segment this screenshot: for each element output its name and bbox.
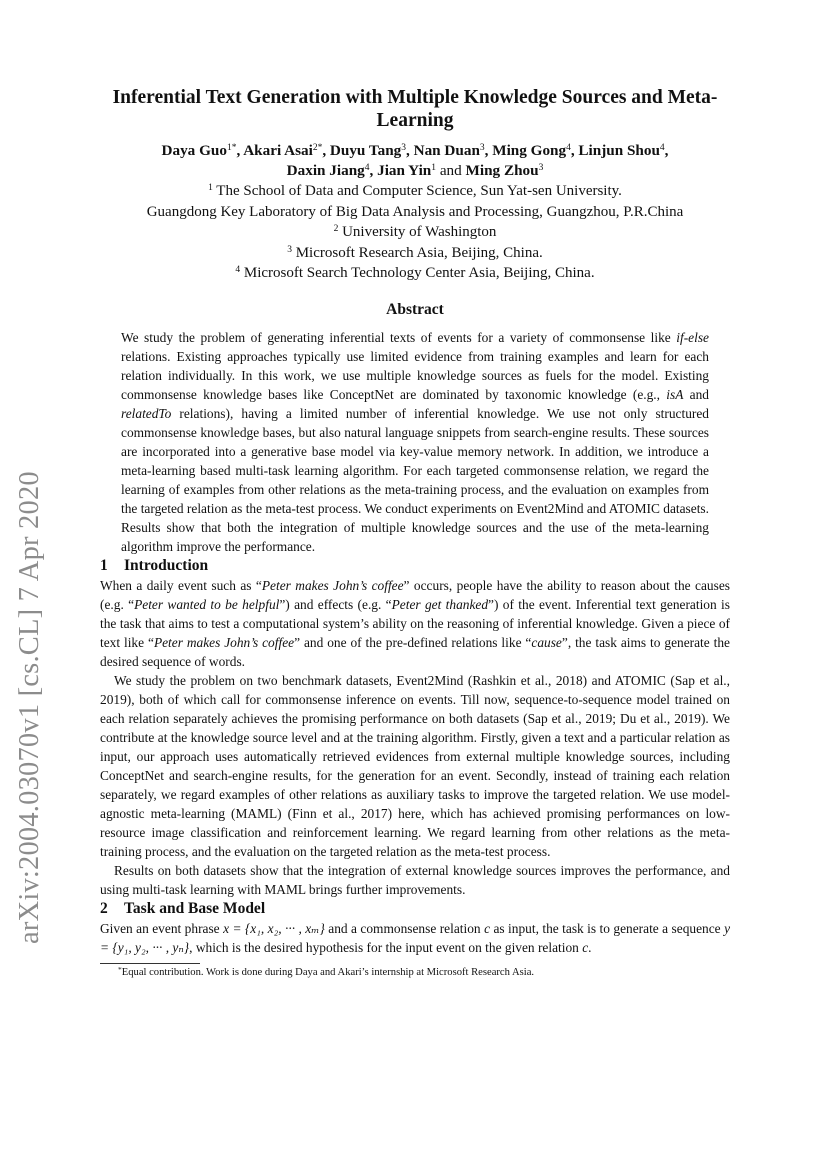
arxiv-identifier-stamp: arXiv:2004.03070v1 [cs.CL] 7 Apr 2020	[14, 471, 45, 945]
abstract-body: We study the problem of generating inferential texts of events for a variety of commonsense like if-else relations. Existing approaches typically use limited evidence from training examples and learn for each relation individually. In this work, we use multiple knowledge sources as fuels for the model. Existing commonsense knowledge bases like ConceptNet are dominated by taxonomic knowledge (e.g., isA and relatedTo relations), having a limited number of inferential knowledge. We use not only structured commonsense knowledge bases, but also natural language snippets from search-engine results. These sources are incorporated into a generative base model via key-value memory network. In addition, we introduce a meta-learning based multi-task learning algorithm. For each targeted commonsense relation, we regard the learning of examples from other relations as the meta-training process, and the evaluation on examples from the targeted relation as the meta-test process. We conduct experiments on Event2Mind and ATOMIC datasets. Results show that both the integration of multiple knowledge sources and the use of the meta-learning algorithm improve the performance.	[121, 329, 709, 554]
author-name: Daya Guo$^{1*}$	[161, 142, 237, 159]
author-name: Duyu Tang$^3$	[329, 142, 407, 159]
author-name: Linjun Shou$^4$	[578, 142, 665, 159]
author-name: Ming Zhou$^3$	[465, 162, 544, 179]
author-name: Jian Yin$^1$	[377, 162, 437, 179]
intro-paragraph: We study the problem on two benchmark datasets, Event2Mind (Rashkin et al., 2018) and ATOMIC (Sap et al., 2019), both of which call for commonsense inference on events. Till now, sequence-to-sequence model trained on each relation separately achieves the promising performance on both datasets (Sap et al., 2019; Du et al., 2019). We contribute at the knowledge source level and at the training algorithm. Firstly, given a text and a particular relation as input, our approach uses automatically retrieved evidences from external multiple knowledge sources, including ConceptNet and search-engine results, for the generation for an event. Secondly, instead of training each relation separately, we regard examples of other relations as auxiliary tasks to improve the targeted relation. We use model-agnostic meta-learning (MAML) (Finn et al., 2017) here, which has achieved promising performances on low-resource image classification and reinforcement learning. We regard learning from other relations as the meta-training process, and the evaluation on the targeted relation as the meta-test process.	[100, 672, 730, 859]
task-paragraph: Given an event phrase x = {x₁, x₂, ··· , xₘ} and a commonsense relation c as input, the task is to generate a sequence y = {y₁, y₂, ··· , yₙ}, which is the desired hypothesis for the input event on the given relation c.	[100, 920, 731, 955]
paper-page	[100, 86, 730, 980]
author-name: Daxin Jiang$^4$	[286, 162, 370, 179]
affiliation-list	[100, 181, 730, 284]
author-name: Ming Gong$^4$	[492, 142, 571, 159]
affiliation: $^1$ The School of Data and Computer Science, Sun Yat-sen University.	[208, 183, 622, 199]
affiliation: $^2$ University of Washington	[333, 224, 497, 240]
footnote: *Equal contribution. Work is done during Daya and Akari’s internship at Microsoft Research Asia.	[118, 964, 535, 978]
author-name: Nan Duan$^3$	[413, 142, 485, 159]
affiliation: $^4$ Microsoft Search Technology Center Asia, Beijing, China.	[235, 265, 595, 281]
paper-title: Inferential Text Generation with Multiple Knowledge Sources and Meta-Learning	[112, 87, 718, 131]
abstract-heading: Abstract	[386, 300, 444, 318]
author-name: Akari Asai$^{2*}$	[243, 142, 323, 159]
footnote-divider	[100, 963, 200, 964]
author-list: Daya Guo$^{1*}$, Akari Asai$^{2*}$, Duyu Tang$^3$, Nan Duan$^3$, Ming Gong$^4$, Linjun Shou$^4$, Daxin Jiang$^4$, Jian Yin$^1$ and Ming Zhou$^3$	[161, 142, 669, 179]
affiliation: $^3$ Microsoft Research Asia, Beijing, China.	[287, 244, 543, 261]
section-heading-introduction: 1 Introduction	[100, 556, 209, 574]
intro-paragraph: Results on both datasets show that the integration of external knowledge sources improves the performance, and using multi-task learning with MAML brings further improvements.	[100, 862, 730, 897]
author-conjunction: and	[439, 162, 462, 179]
section-heading-task-and-base-model: 2 Task and Base Model	[100, 899, 266, 917]
intro-paragraph: When a daily event such as “Peter makes John’s coffee” occurs, people have the ability to reason about the causes (e.g. “Peter wanted to be helpful”) and effects (e.g. “Peter get thanked”) of the event. Inferential text generation is the task that aims to test a computational system’s ability on the reasoning of inferential knowledge. Given a piece of text like “Peter makes John’s coffee” and one of the pre-defined relations like “cause”, the task aims to generate the desired sequence of words.	[100, 577, 730, 669]
affiliation: Guangdong Key Laboratory of Big Data Analysis and Processing, Guangzhou, P.R.China	[146, 203, 684, 220]
